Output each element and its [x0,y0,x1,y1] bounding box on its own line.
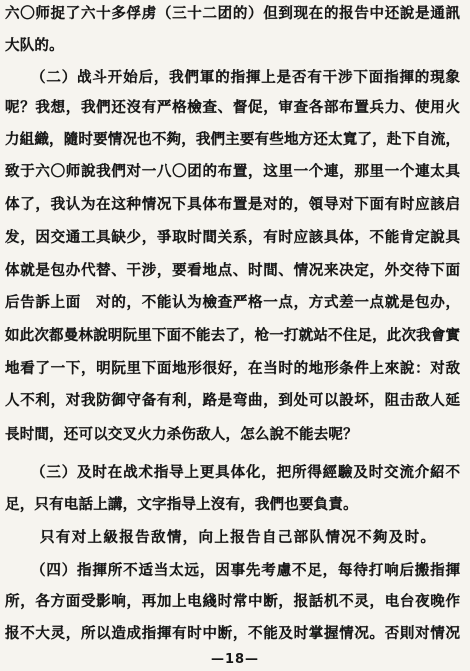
text-line: 人不利，对我防御守备有利，路是弯曲，到处可以設坏，阻击敌人延 [5,393,460,409]
text-line: 力組織，隨时要情况也不夠，我們主要有些地方还太寬了，赴下自流， [5,132,460,148]
text-line: 如此次都曼林說明阮里下面不能去了，枪一打就站不住足，此次我會實 [5,328,460,344]
text-line: 大队的。 [5,38,64,54]
text-line: 足，只有电話上講，文字指导上沒有，我們也要負責。 [5,497,358,513]
page-number: —18— [210,652,260,667]
text-line: 只有对上級报告敌情，向上报告自己部队情况不夠及时。 [40,530,435,546]
text-line: 后告訴上面 对的，不能认为檢查严格一点，方式差一点就是包办， [5,295,460,311]
text-line: （三）及时在战术指导上更具体化，把所得經驗及时交流介紹不 [31,465,460,481]
text-line: 長时間，还可以交叉火力杀伤敌人，怎么說不能去呢？ [5,427,358,443]
text-line: 体了，我认为在这种情况下具体布置是对的，領导对下面有时应該启 [5,197,460,213]
text-line: 体就是包办代替、干涉，要看地点、时間、情况来决定，外交待下面 [5,263,460,279]
text-line: 所，各方面受影响，再加上电綫时常中断，报話机不灵，电台夜晚作 [5,594,460,610]
text-line: （二）战斗开始后，我們軍的指揮上是否有干涉下面指揮的現象 [31,70,460,86]
text-line: 报不大灵，所以造成指揮有时中断，不能及时掌握情况。否則对情况 [5,626,460,642]
text-line: （四）指揮所不适当太远，因事先考慮不足，每待打响后搬指揮 [31,563,460,579]
text-line: 呢？我想，我們还沒有严格檢查、督促，审查各部布置兵力、使用火 [5,100,460,116]
text-line: 地看了一下，明阮里下面地形很好，在当时的地形条件上來說：对敌 [5,361,460,377]
text-line: 发，因交通工具缺少，爭取时間关系，有时应該具体，不能肯定說具 [5,230,460,246]
text-line: 致于六〇师說我們对一八〇团的布置，这里一个連，那里一个連太具 [5,164,460,180]
text-line: 六〇师捉了六十多俘虏（三十二团的）但到现在的报告中还說是通訊 [5,6,460,22]
